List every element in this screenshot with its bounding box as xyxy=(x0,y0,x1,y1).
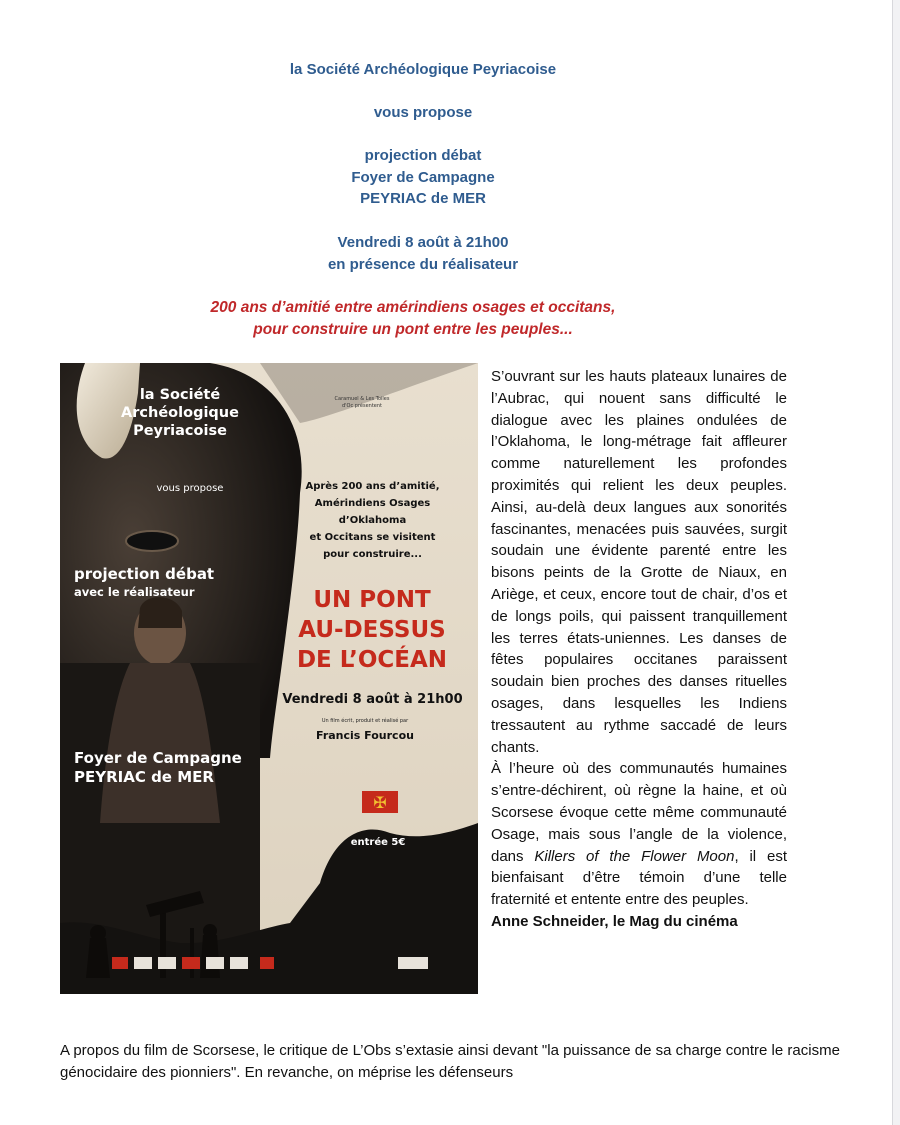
poster-event-line1: projection débat xyxy=(74,565,215,583)
poster-date: Vendredi 8 août à 21h00 xyxy=(282,692,463,707)
poster-blurb-line5: pour construire... xyxy=(323,549,422,560)
poster-blurb-line1: Après 200 ans d’amitié, xyxy=(305,481,440,492)
header-date: Vendredi 8 août à 21h00 xyxy=(337,234,509,251)
header-venue-line1: Foyer de Campagne xyxy=(351,169,495,186)
poster-society xyxy=(90,386,270,440)
poster-blurb xyxy=(290,478,455,563)
poster-society-line1: la Société xyxy=(139,387,221,403)
header-proposes: vous propose xyxy=(373,104,473,121)
poster-blurb-line3: d’Oklahoma xyxy=(338,515,407,526)
tagline-line2: pour construire un pont entre les peuples... xyxy=(253,321,573,338)
poster-venue xyxy=(74,749,294,787)
tagline-line1: 200 ans d’amitié entre amérindiens osages et occitans, xyxy=(210,299,616,316)
article-credit: Anne Schneider, le Mag du cinéma xyxy=(491,912,738,930)
poster-venue-line2: PEYRIAC de MER xyxy=(74,768,214,786)
article-review xyxy=(491,366,787,933)
article-paragraph-2 xyxy=(491,758,787,911)
poster-proposes: vous propose xyxy=(156,483,224,494)
poster-film-by: Un film écrit, produit et réalisé par xyxy=(321,718,409,724)
bottom-paragraph: A propos du film de Scorsese, le critique de L’Obs s’extasie ainsi devant "la puissance de sa charge contre le racisme génocidaire des pionniers". En revanche, on méprise les défenseurs xyxy=(60,1042,840,1081)
poster-society-line3: Peyriacoise xyxy=(133,423,227,439)
header-presence: en présence du réalisateur xyxy=(327,256,519,273)
poster-venue-line1: Foyer de Campagne xyxy=(74,749,242,767)
article-paragraph-2-end: , il est bienfaisant d’être témoin d’une telle fraternité et entente entre des peuples. xyxy=(491,847,787,909)
occitan-cross-icon: ✠ xyxy=(373,793,387,812)
poster-producer: Caramuel & Les Toiles d'Oc présentent xyxy=(334,396,390,409)
poster-society-line2: Archéologique xyxy=(121,405,239,421)
header-venue-line2: PEYRIAC de MER xyxy=(360,190,486,207)
film-poster xyxy=(60,363,478,994)
poster-blurb-line4: et Occitans se visitent xyxy=(309,532,436,543)
poster-title-line1: UN PONT xyxy=(313,587,431,613)
poster-title-line3: DE L’OCÉAN xyxy=(296,647,448,673)
poster-director: Francis Fourcou xyxy=(316,729,414,742)
poster-blurb-line2: Amérindiens Osages xyxy=(314,498,431,509)
article-paragraph-2-start: À l’heure où des communautés humaines s’entre-déchirent, où règne la haine, et où Scorsese évoque cette même communauté Osage, mais sous l’angle de la violence, dans xyxy=(491,760,787,865)
header-event-type: projection débat xyxy=(364,147,482,164)
article-paragraph-1: S’ouvrant sur les hauts plateaux lunaires de l’Aubrac, qui nouent sans difficulté le dialogue avec les plaines ondulées de l’Oklahoma, le long-métrage fait affleurer comme naturellement les profondes proximités qui relient les deux peuples. Ainsi, au-delà deux langues aux sonorités fascinantes, menacées puis sauvées, surgit soudain une évidente parenté entre les bisons peints de la Grotte de Niaux, en Ariège, et ceux, encore tout de chair, d’os et de longs poils, qui paissent tranquillement les terres états-uniennes. Les danses de fêtes populaires occitanes paraissent soudain bien proches des danses rituelles osages, dans lesquelles les Indiens tressautent au rythme saccadé de leurs chants. xyxy=(491,368,787,756)
poster-entry-price: entrée 5€ xyxy=(350,837,406,848)
poster-event-line2: avec le réalisateur xyxy=(74,585,195,599)
header-society: la Société Archéologique Peyriacoise xyxy=(289,61,557,78)
poster-title xyxy=(282,585,462,675)
poster-artwork xyxy=(60,363,478,994)
film-title-killers: Killers of the Flower Moon xyxy=(534,847,735,865)
poster-title-line2: AU-DESSUS xyxy=(298,617,446,643)
